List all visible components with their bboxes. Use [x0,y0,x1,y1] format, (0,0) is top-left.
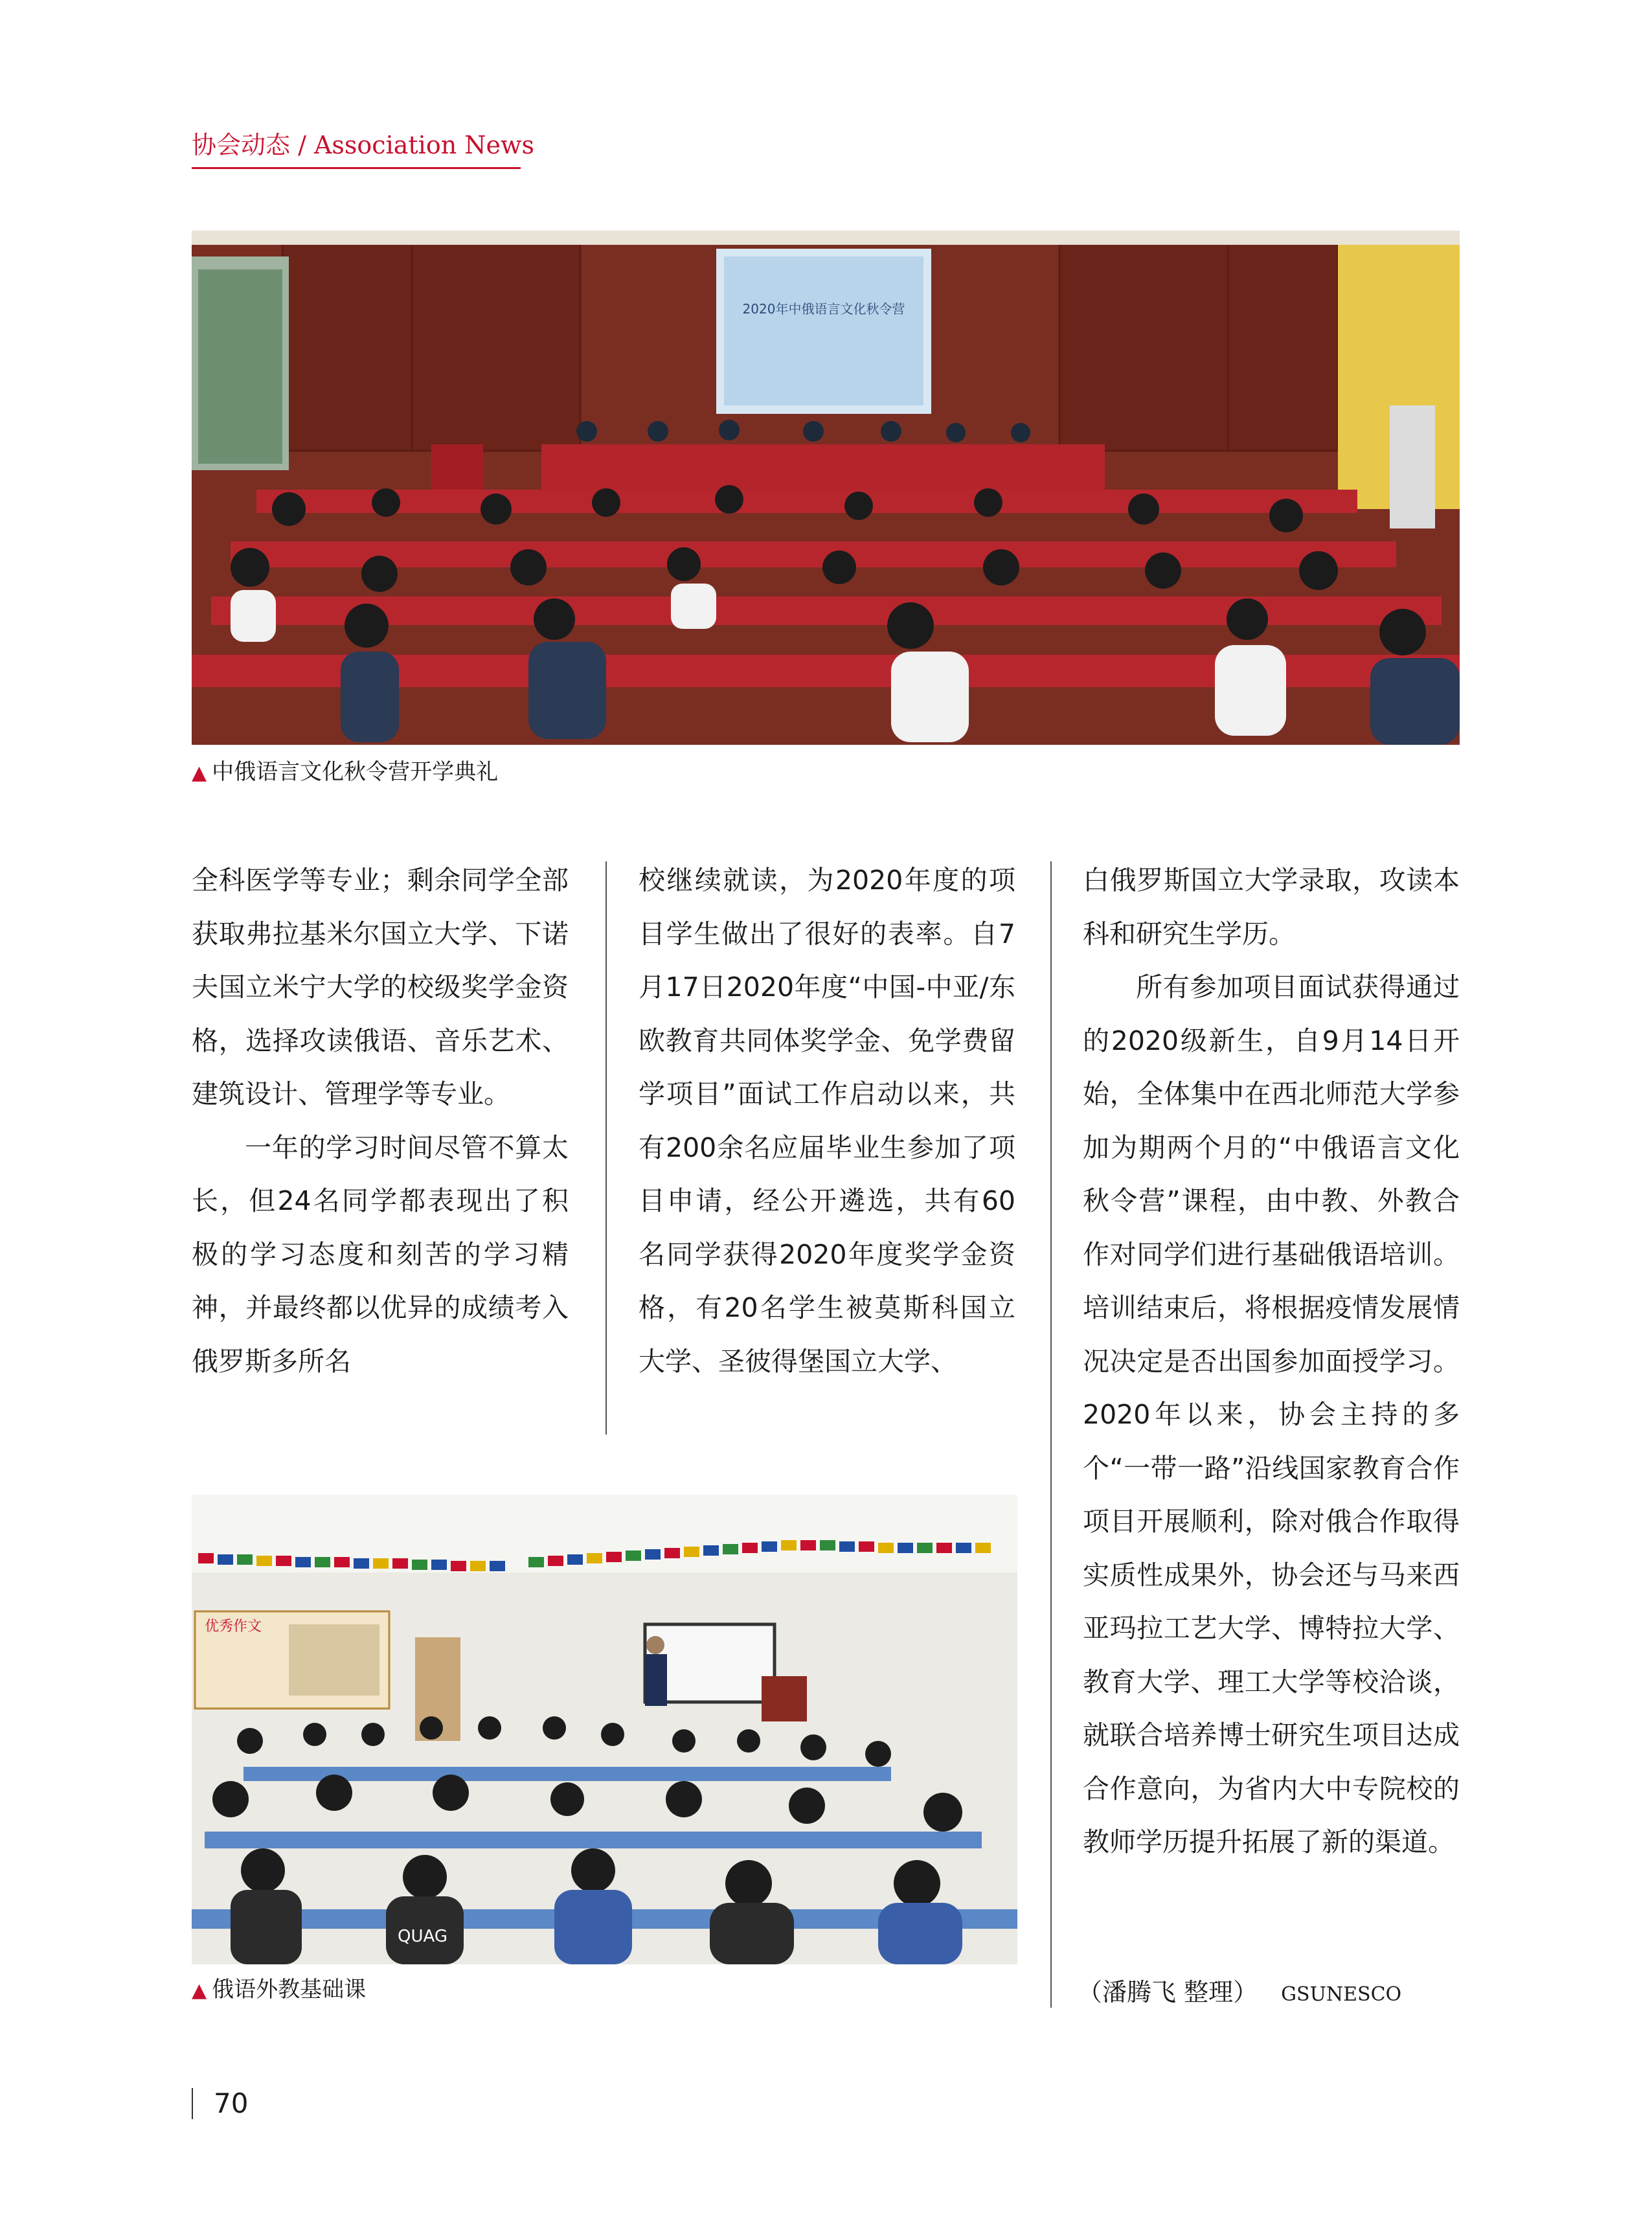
column-divider-1 [605,861,607,1435]
section-separator: / [290,131,314,159]
article-signature [1078,1973,1466,2012]
page-number: 70 [192,2085,248,2122]
ceremony-photo-illustration [192,231,1460,745]
col3-paragraph-1: 白俄罗斯国立大学录取，攻读本科和研究生学历。 [1083,865,1460,949]
ceremony-caption-text: 中俄语言文化秋令营开学典礼 [212,759,499,785]
ceremony-photo-caption [192,758,498,788]
shirt-print: QUAG [398,1927,447,1946]
text-column-2 [639,854,1015,1388]
bulletin-board-title: 优秀作文 [205,1618,262,1635]
text-column-1 [192,854,569,1388]
col2-paragraph-1: 校继续就读，为2020年度的项目学生做出了很好的表率。自7月17日2020年度“中国-中亚/东欧教育共同体奖学金、免学费留学项目”面试工作启动以来，共有200余名应届毕业生参加了项目申请，经公开遴选，共有60名同学获得2020年度奖学金资格，有20名学生被莫斯科国立大学、圣彼得堡国立大学、 [639,865,1015,1377]
section-header [192,127,535,169]
classroom-photo [192,1495,1017,1964]
signature-brand: GSUNESCO [1281,1983,1402,2006]
classroom-caption-text: 俄语外教基础课 [212,1977,367,2003]
col3-paragraph-2: 所有参加项目面试获得通过的2020级新生，自9月14日开始，全体集中在西北师范大学参加为期两个月的“中俄语言文化秋令营”课程，由中教、外教合作对同学们进行基础俄语培训。培训结束后，将根据疫情发展情况决定是否出国参加面授学习。2020年以来，协会主持的多个“一带一路”沿线国家教育合作项目开展顺利，除对俄合作取得实质性成果外，协会还与马来西亚玛拉工艺大学、博特拉大学、教育大学、理工大学等校洽谈，就联合培养博士研究生项目达成合作意向，为省内大中专院校的教师学历提升拓展了新的渠道。 [1083,971,1460,1857]
signature-author: （潘腾飞 整理） [1078,1978,1258,2006]
section-title-cn: 协会动态 [192,131,291,159]
triangle-marker-icon: ▲ [192,1979,207,2002]
classroom-photo-illustration [192,1495,1017,1964]
triangle-marker-icon: ▲ [192,762,207,784]
section-title-en: Association News [313,131,535,159]
text-column-3 [1083,854,1460,1869]
col1-paragraph-2: 一年的学习时间尽管不算太长，但24名同学都表现出了积极的学习态度和刻苦的学习精神，并最终都以优异的成绩考入俄罗斯多所名 [192,1131,569,1377]
ceremony-photo [192,231,1460,745]
col1-paragraph-1: 全科医学等专业；剩余同学全部获取弗拉基米尔国立大学、下诺夫国立米宁大学的校级奖学金资格，选择攻读俄语、音乐艺术、建筑设计、管理学等专业。 [192,865,569,1109]
column-divider-2 [1050,861,1052,2008]
screen-title: 2020年中俄语言文化秋令营 [742,301,905,317]
classroom-photo-caption [192,1975,366,2005]
